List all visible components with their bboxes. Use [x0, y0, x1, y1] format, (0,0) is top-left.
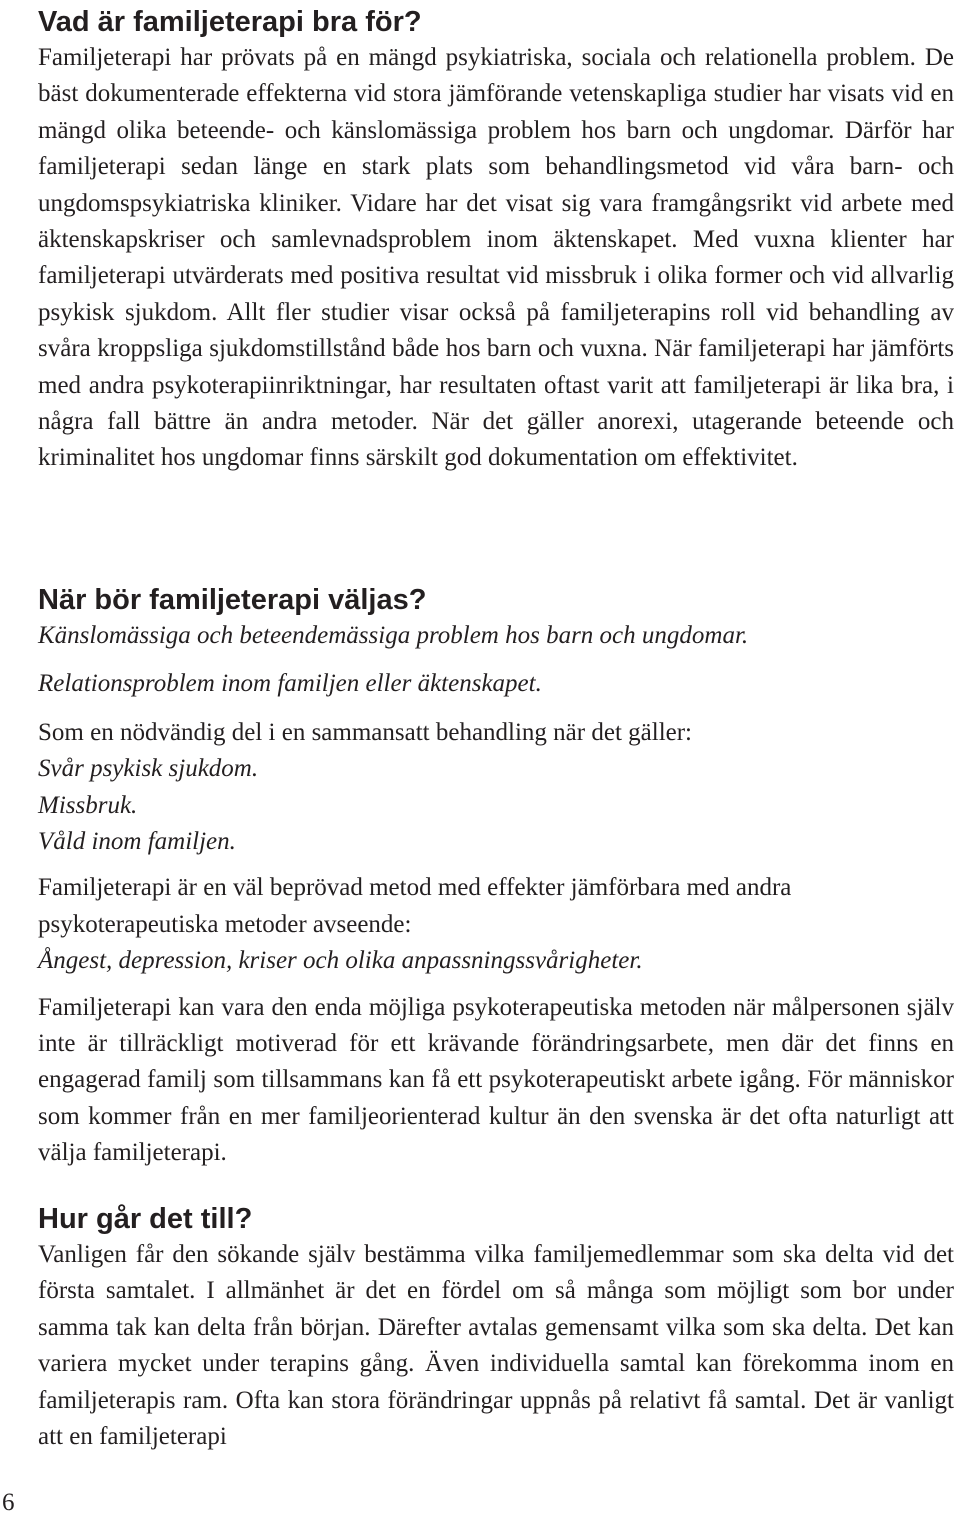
- body-paragraph: Vanligen får den sökande själv bestämma vilka familjemedlemmar som ska delta vid det första samtalet. I allmänhet är det en fördel om så många som möjligt som bor under samma tak kan delta från början. Därefter avtalas gemensamt vilka som ska delta. Det kan variera mycket under terapins gång. Även individuella samtal kan förekomma inom en familjeterapis ram. Ofta kan stora förändringar uppnås på relativt få samtal. Det är vanligt att en familjeterapi: [38, 1241, 954, 1451]
- conditions-line: Ångest, depression, kriser och olika anpassningssvårigheter.: [38, 947, 643, 975]
- list-item: Svår psykisk sjukdom.: [38, 755, 259, 783]
- indication-line: Känslomässiga och beteendemässiga problem hos barn och ungdomar.: [38, 622, 749, 649]
- list-item: Missbruk.: [38, 791, 138, 819]
- body-paragraph: Familjeterapi är en väl beprövad metod med effekter jämförbara med andra psykoterapeutiska metoder avseende:: [38, 874, 792, 938]
- section-heading: Hur går det till?: [38, 1203, 253, 1235]
- section-heading: När bör familjeterapi väljas?: [38, 584, 427, 616]
- section-how-does-it-work: [38, 1201, 954, 1455]
- indication-line: Relationsproblem inom familjen eller äktenskapet.: [38, 670, 542, 698]
- body-paragraph: Familjeterapi har prövats på en mängd psykiatriska, sociala och relationella problem. De bäst dokumenterade effekterna vid stora jämförande vetenskapliga studier har visats vid en mängd olika beteende- och känslomässiga problem hos barn och ungdomar. Därför har familjeterapi sedan länge en stark plats som behandlingsmetod vid våra barn- och ungdomspsykiatriska kliniker. Vidare har det visat sig vara framgångsrikt vid arbete med äktenskapskriser och samlevnadsproblem inom äktenskapet. Med vuxna klienter har familjeterapi utvärderats med positiva resultat vid missbruk i olika former och vid allvarlig psykisk sjukdom. Allt fler studier visar också på familjeterapins roll vid behandling av svåra kroppsliga sjukdomstillstånd både hos barn och vuxna. När familjeterapi har jämförts med andra psykoterapiinriktningar, har resultaten oftast varit att familjeterapi är lika bra, i några fall bättre än andra metoder. När det gäller anorexi, utagerande beteende och kriminalitet hos ungdomar finns särskilt god dokumentation om effektivitet.: [38, 44, 954, 472]
- section-heading: Vad är familjeterapi bra för?: [38, 6, 422, 38]
- section-what-is-family-therapy-good-for: [38, 4, 954, 477]
- body-paragraph: Familjeterapi kan vara den enda möjliga psykoterapeutiska metoden när målpersonen själv inte är tillräckligt motiverad för ett krävande förändringsarbete, men där det finns en engagerad familj som tillsammans kan få ett psykoterapeutiskt arbete igång. För människor som kommer från en mer familjeorienterad kultur än den svenska är det ofta naturligt att välja familjeterapi.: [38, 993, 954, 1167]
- page-number: 6: [2, 1489, 15, 1516]
- body-paragraph: Som en nödvändig del i en sammansatt behandling när det gäller:: [38, 718, 693, 746]
- section-when-to-choose-family-therapy: [38, 582, 954, 1172]
- list-item: Våld inom familjen.: [38, 828, 236, 856]
